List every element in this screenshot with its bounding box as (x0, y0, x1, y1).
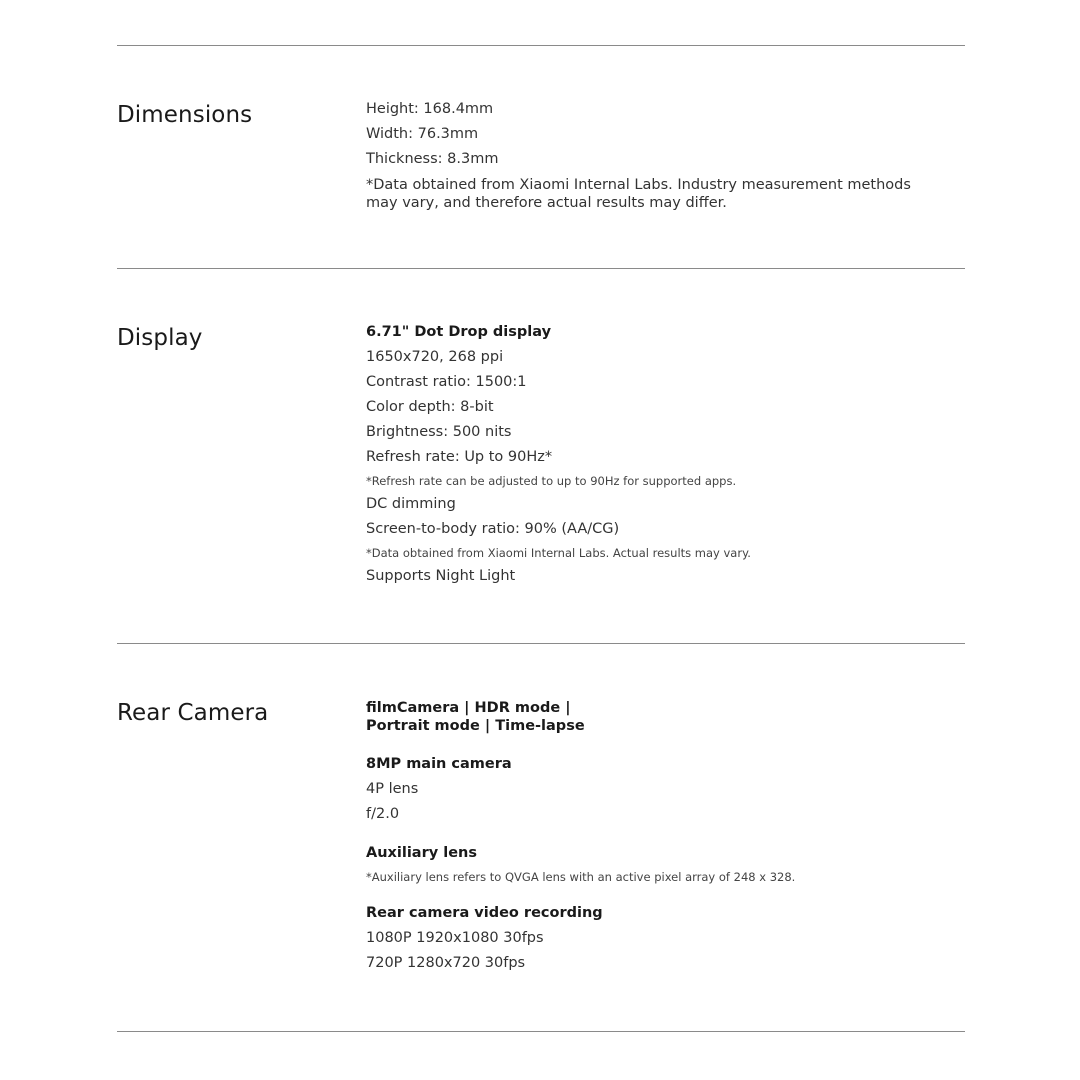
spec-screen-to-body: Screen-to-body ratio: 90% (AA/CG) (366, 521, 620, 537)
rear-camera-specs (366, 699, 926, 976)
main-camera-heading: 8MP main camera (366, 756, 512, 772)
spec-video-1080p: 1080P 1920x1080 30fps (366, 930, 544, 946)
spec-night-light: Supports Night Light (366, 568, 516, 584)
spec-height: Height: 168.4mm (366, 101, 494, 117)
display-footnote: *Data obtained from Xiaomi Internal Labs. Actual results may vary. (366, 546, 751, 560)
spec-dc-dimming: DC dimming (366, 496, 456, 512)
camera-features-line-1: filmCamera | HDR mode | (366, 700, 571, 716)
spec-aperture: f/2.0 (366, 806, 400, 822)
camera-features-line-2: Portrait mode | Time-lapse (366, 718, 585, 734)
refresh-rate-footnote: *Refresh rate can be adjusted to up to 90Hz for supported apps. (366, 474, 737, 488)
dimensions-specs (366, 97, 926, 212)
auxiliary-lens-footnote: *Auxiliary lens refers to QVGA lens with an active pixel array of 248 x 328. (366, 870, 796, 884)
spec-width: Width: 76.3mm (366, 126, 479, 142)
top-divider (117, 45, 965, 46)
video-recording-group (366, 901, 926, 976)
bottom-divider (117, 1031, 965, 1032)
spec-resolution: 1650x720, 268 ppi (366, 349, 504, 365)
camera-features (366, 699, 926, 735)
display-heading: 6.71" Dot Drop display (366, 324, 552, 340)
auxiliary-lens-group (366, 841, 926, 888)
display-title: Display (117, 325, 203, 351)
spec-contrast: Contrast ratio: 1500:1 (366, 374, 527, 390)
display-specs (366, 320, 926, 589)
spec-brightness: Brightness: 500 nits (366, 424, 512, 440)
divider-after-dimensions (117, 268, 965, 269)
dimensions-title: Dimensions (117, 102, 253, 128)
rear-camera-title: Rear Camera (117, 700, 269, 726)
dimensions-footnote: *Data obtained from Xiaomi Internal Labs. Industry measurement methods may vary, and therefore actual results may differ. (366, 177, 911, 211)
spec-lens: 4P lens (366, 781, 419, 797)
spec-video-720p: 720P 1280x720 30fps (366, 955, 526, 971)
divider-after-display (117, 643, 965, 644)
spec-thickness: Thickness: 8.3mm (366, 151, 499, 167)
spec-color-depth: Color depth: 8-bit (366, 399, 494, 415)
auxiliary-lens-heading: Auxiliary lens (366, 845, 478, 861)
spec-refresh-rate: Refresh rate: Up to 90Hz* (366, 449, 553, 465)
main-camera-group (366, 752, 926, 827)
video-recording-heading: Rear camera video recording (366, 905, 603, 921)
